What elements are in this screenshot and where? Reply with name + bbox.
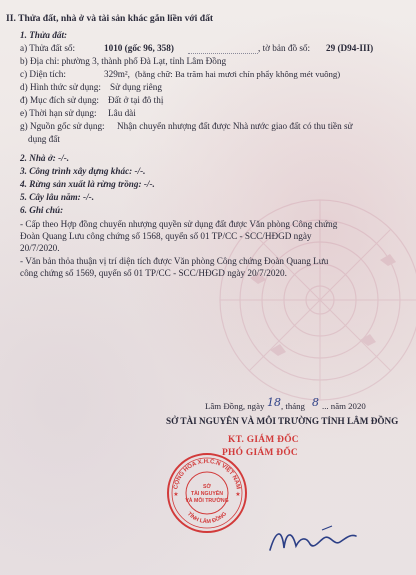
usage-form-label: d) Hình thức sử dụng: [20, 82, 101, 92]
section2-house: 2. Nhà ở: -/-. [20, 153, 70, 163]
date-month-handwritten: 8 [312, 396, 319, 409]
usage-form-value: Sử dụng riêng [110, 82, 162, 92]
usage-purpose-label: đ) Mục đích sử dụng: [20, 95, 99, 105]
seal-bottom-text: TỈNH LÂM ĐỒNG [185, 511, 229, 526]
area-value: 329m², [104, 69, 130, 79]
usage-term-value: Lâu dài [108, 108, 136, 118]
map-sheet-label: , tờ bản đồ số: [258, 43, 311, 53]
note1-line2: Đoàn Quang Lưu công chứng số 1568, quyển số 01 TP/CC - SCC/HĐGD ngày [20, 231, 312, 241]
section5-perennial-trees: 5. Cây lâu năm: -/-. [20, 192, 95, 202]
date-place: Lâm Đồng, ngày [205, 401, 265, 411]
svg-text:SỞ: SỞ [203, 484, 211, 490]
area-label: c) Diện tích: [20, 69, 66, 79]
usage-origin-label: g) Nguồn gốc sử dụng: [20, 121, 105, 131]
parcel-number-value: 1010 (gốc 96, 358) [104, 43, 174, 53]
note2-line2: công chứng số 1569, quyển số 01 TP/CC - SCC/HĐGD ngày 20/7/2020. [20, 268, 287, 278]
svg-text:TỈNH LÂM ĐỒNG [186, 511, 228, 525]
section3-other-construction: 3. Công trình xây dựng khác: -/-. [20, 166, 146, 176]
parcel-number-label: a) Thửa đất số: [20, 43, 76, 53]
usage-purpose-value: Đất ở tại đô thị [108, 95, 164, 105]
usage-origin-value-line1: Nhận chuyển nhượng đất được Nhà nước giao đất có thu tiền sử [117, 121, 353, 131]
deputy-director-title: PHÓ GIÁM ĐỐC [222, 448, 298, 458]
section-heading: II. Thửa đất, nhà ở và tài sản khác gắn liền với đất [6, 13, 214, 24]
section1-title: 1. Thửa đất: [20, 30, 68, 40]
usage-origin-value-line2: dụng đất [28, 134, 60, 144]
area-in-words: (bằng chữ: Ba trăm hai mươi chín phẩy không mét vuông) [135, 69, 341, 79]
section4-planted-forest: 4. Rừng sản xuất là rừng trồng: -/-. [20, 179, 155, 189]
kt-director-title: KT. GIÁM ĐỐC [228, 435, 299, 445]
note1-line3: 20/7/2020. [20, 243, 60, 253]
date-day-handwritten: 18 [267, 396, 281, 409]
date-year: ... năm 2020 [322, 401, 366, 411]
dotted-leader [188, 53, 258, 54]
usage-term-label: e) Thời hạn sử dụng: [20, 108, 97, 118]
note1-line1: - Cấp theo Hợp đồng chuyển nhượng quyền sử dụng đất được Văn phòng Công chứng [20, 219, 338, 229]
section6-title: 6. Ghi chú: [20, 205, 64, 215]
official-seal [166, 452, 248, 534]
note2-line1: - Văn bản thỏa thuận vị trí diện tích được Văn phòng Công chứng Đoàn Quang Lưu [20, 256, 329, 266]
address-line: b) Địa chỉ: phường 3, thành phố Đà Lạt, tỉnh Lâm Đồng [20, 56, 227, 66]
svg-text:★: ★ [173, 492, 179, 498]
issuing-agency: SỞ TÀI NGUYÊN VÀ MÔI TRƯỜNG TỈNH LÂM ĐỒNG [166, 416, 399, 426]
svg-text:★: ★ [235, 492, 241, 498]
svg-text:VÀ MÔI TRƯỜNG: VÀ MÔI TRƯỜNG [185, 498, 229, 504]
map-sheet-value: 29 (D94-III) [326, 43, 374, 53]
svg-text:TÀI NGUYÊN: TÀI NGUYÊN [191, 491, 223, 497]
date-month-label: , tháng [281, 401, 305, 411]
seal-ring-text: CỘNG HÒA X.H.C.N VIỆT NAM [173, 458, 241, 490]
